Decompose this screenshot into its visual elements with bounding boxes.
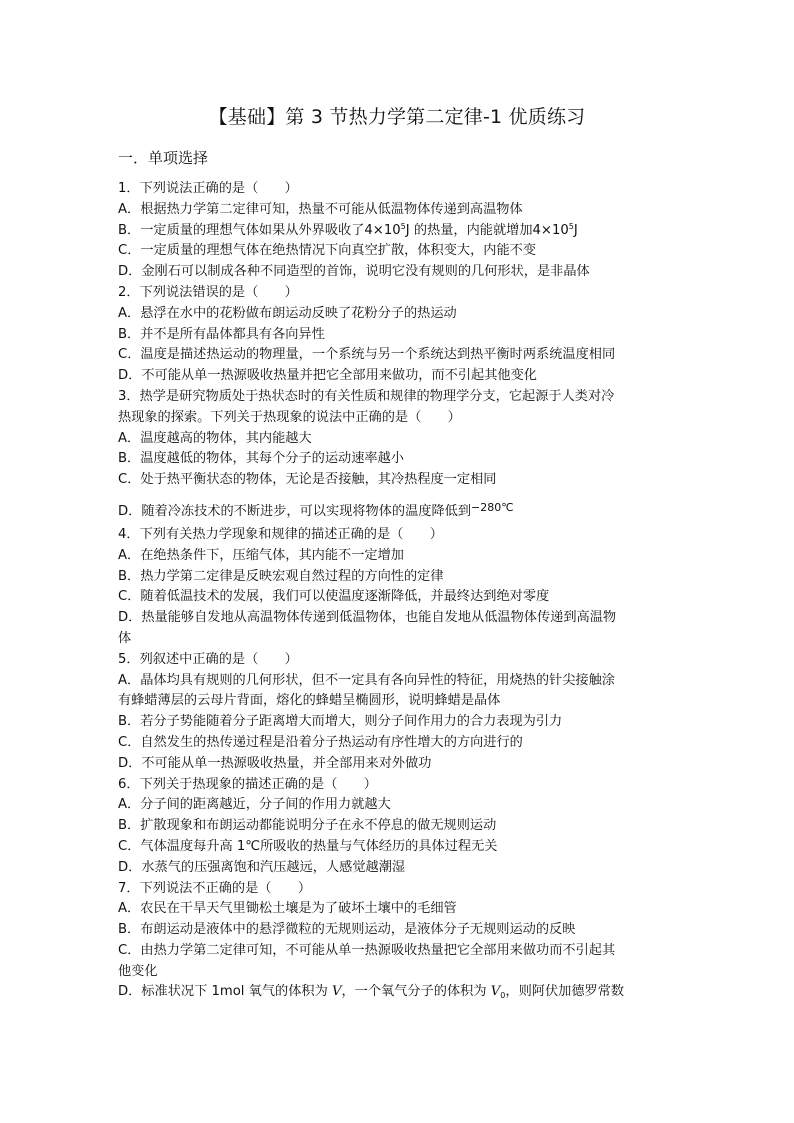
variable-v0: V [490, 984, 501, 1000]
question-7-option-c-line-1: C．由热力学第二定律可知，不可能从单一热源吸收热量把它全部用来做功而不引起其 [118, 942, 616, 958]
question-5-option-b: B．若分子势能随着分子距离增大而增大，则分子间作用力的合力表现为引力 [118, 714, 563, 730]
question-7-stem: 7．下列说法不正确的是（ ） [118, 880, 312, 896]
question-4-option-d-line-1: D．热量能够自发地从高温物体传递到低温物体，也能自发地从低温物体传递到高温物 [118, 610, 617, 626]
page-title: 【基础】第 3 节热力学第二定律-1 优质练习 [208, 106, 586, 128]
variable-v: V [331, 984, 342, 1000]
question-1-option-d: D．金刚石可以制成各种不同造型的首饰，说明它没有规则的几何形状，是非晶体 [118, 264, 590, 280]
question-2-option-d: D．不可能从单一热源吸收热量并把它全部用来做功，而不引起其他变化 [118, 368, 537, 384]
subscript: 0 [500, 991, 506, 1001]
question-5-option-c: C．自然发生的热传递过程是沿着分子热运动有序性增大的方向进行的 [118, 734, 523, 750]
question-3-stem-line-2: 热现象的探索。下列关于热现象的说法中正确的是（ ） [118, 409, 461, 425]
option-text: ，则阿伏加德罗常数 [505, 984, 625, 1000]
option-text: J [573, 222, 578, 238]
option-text: ，一个氧气分子的体积为 [341, 984, 487, 1000]
temperature-value: −280℃ [471, 500, 514, 514]
question-6-option-a: A．分子间的距离越近，分子间的作用力就越大 [118, 797, 391, 813]
question-3-option-b: B．温度越低的物体，其每个分子的运动速率越小 [118, 451, 404, 467]
section-heading: 一．单项选择 [118, 149, 209, 167]
exponent: 5 [568, 221, 574, 231]
question-2-option-b: B．并不是所有晶体都具有各向异性 [118, 326, 325, 342]
question-4-option-c: C．随着低温技术的发展，我们可以使温度逐渐降低，并最终达到绝对零度 [118, 589, 550, 605]
question-3-option-a: A．温度越高的物体，其内能越大 [118, 430, 312, 446]
question-5-option-d: D．不可能从单一热源吸收热量，并全部用来对外做功 [118, 755, 432, 771]
question-7-option-d [118, 982, 688, 1003]
question-5-stem: 5．列叙述中正确的是（ ） [118, 651, 298, 667]
question-2-stem: 2．下列说法错误的是（ ） [118, 284, 298, 300]
question-4-option-d-line-2: 体 [118, 630, 132, 646]
question-6-option-c: C．气体温度每升高 1℃所吸收的热量与气体经历的具体过程无关 [118, 838, 498, 854]
question-1-option-c: C．一定质量的理想气体在绝热情况下向真空扩散，体积变大，内能不变 [118, 243, 537, 259]
question-6-stem: 6．下列关于热现象的描述正确的是（ ） [118, 776, 377, 792]
question-1-option-a: A．根据热力学第二定律可知，热量不可能从低温物体传递到高温物体 [118, 201, 523, 217]
question-2-option-a: A．悬浮在水中的花粉做布朗运动反映了花粉分子的热运动 [118, 305, 457, 321]
question-2-option-c: C．温度是描述热运动的物理量，一个系统与另一个系统达到热平衡时两系统温度相同 [118, 347, 616, 363]
question-6-option-d: D．水蒸气的压强离饱和汽压越远，人感觉越潮湿 [118, 859, 406, 875]
question-4-option-b: B．热力学第二定律是反映宏观自然过程的方向性的定律 [118, 568, 444, 584]
question-6-option-b: B．扩散现象和布朗运动都能说明分子在永不停息的做无规则运动 [118, 818, 497, 834]
option-text: B．一定质量的理想气体如果从外界吸收了4×10 [118, 222, 401, 238]
question-7-option-a: A．农民在干旱天气里锄松土壤是为了破坏土壤中的毛细管 [118, 901, 457, 917]
question-1-stem: 1．下列说法正确的是（ ） [118, 181, 298, 196]
question-3-option-d [118, 491, 688, 525]
exponent: 5 [400, 221, 406, 231]
option-text: J 的热量，内能就增加4×10 [405, 222, 569, 238]
question-5-option-a-line-1: A．晶体均具有规则的几何形状，但不一定具有各向异性的特征，用烧热的针尖接触涂 [118, 672, 615, 688]
question-1-option-b [118, 221, 688, 242]
option-text: D．随着冷冻技术的不断进步，可以实现将物体的温度降低到 [118, 503, 472, 519]
question-list [118, 179, 688, 1003]
option-text: D．标准状况下 1mol 氧气的体积为 [118, 984, 328, 1000]
question-7-option-c-line-2: 他变化 [118, 963, 158, 979]
question-3-stem-line-1: 3．热学是研究物质处于热状态时的有关性质和规律的物理学分支，它起源于人类对冷 [118, 388, 615, 404]
question-5-option-a-line-2: 有蜂蜡薄层的云母片背面，熔化的蜂蜡呈椭圆形，说明蜂蜡是晶体 [118, 693, 501, 709]
question-7-option-b: B．布朗运动是液体中的悬浮微粒的无规则运动，是液体分子无规则运动的反映 [118, 922, 576, 938]
question-4-stem: 4．下列有关热力学现象和规律的描述正确的是（ ） [118, 526, 443, 542]
question-4-option-a: A．在绝热条件下，压缩气体，其内能不一定增加 [118, 547, 404, 563]
question-3-option-c: C．处于热平衡状态的物体，无论是否接触，其冷热程度一定相同 [118, 472, 497, 488]
